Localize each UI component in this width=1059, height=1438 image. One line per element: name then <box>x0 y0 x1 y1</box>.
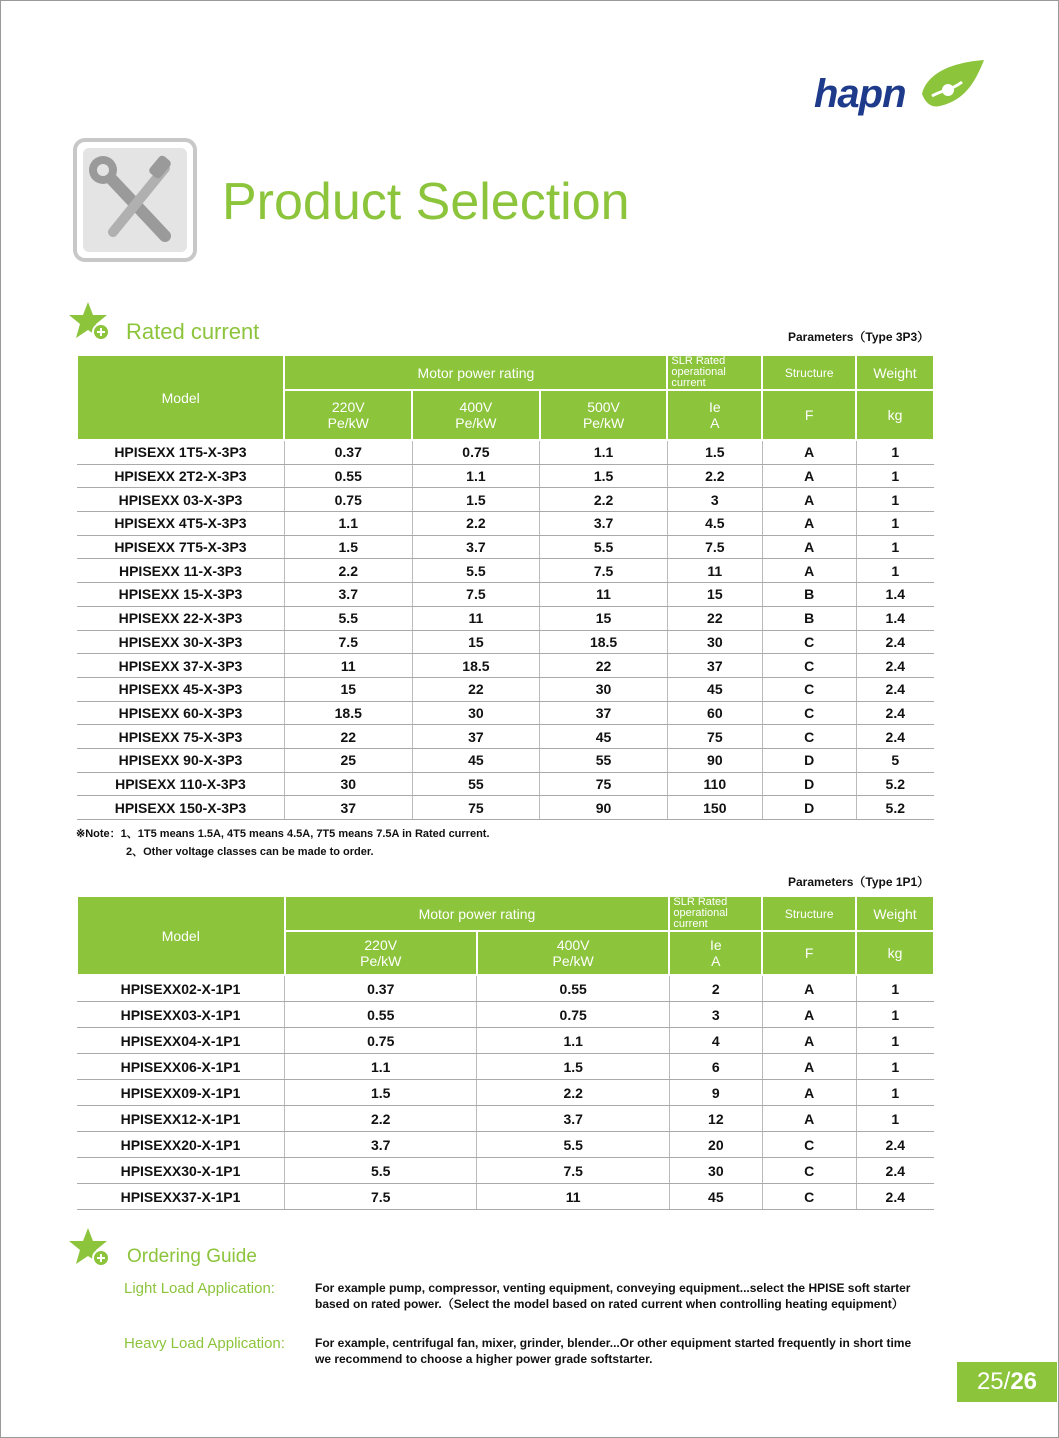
value-cell: 5.2 <box>856 772 934 796</box>
value-cell: 30 <box>540 677 668 701</box>
model-cell: HPISEXX20-X-1P1 <box>77 1132 285 1158</box>
value-cell: 2 <box>669 975 762 1002</box>
value-cell: 1 <box>856 1002 934 1028</box>
table-row <box>77 701 934 725</box>
value-cell: 25 <box>284 748 412 772</box>
page-title: Product Selection <box>222 173 630 231</box>
value-cell: D <box>762 796 856 820</box>
header-220v: 220V Pe/kW <box>285 931 477 975</box>
table-row <box>77 630 934 654</box>
model-cell: HPISEXX 1T5-X-3P3 <box>77 440 284 464</box>
table-row <box>77 1132 934 1158</box>
model-cell: HPISEXX 15-X-3P3 <box>77 583 284 607</box>
value-cell: 1 <box>856 464 934 488</box>
table-row <box>77 535 934 559</box>
value-cell: 1 <box>856 440 934 464</box>
table-row <box>77 583 934 607</box>
heavy-load-text: For example, centrifugal fan, mixer, grinder, blender...Or other equipment started frequently in short time we recommend to choose a higher power grade softstarter. <box>315 1336 912 1366</box>
value-cell: 0.55 <box>284 464 412 488</box>
value-cell: 11 <box>412 606 540 630</box>
value-cell: 2.4 <box>856 677 934 701</box>
value-cell: 7.5 <box>285 1184 477 1210</box>
value-cell: C <box>762 701 856 725</box>
header-kg: kg <box>856 931 934 975</box>
header-motor-power: Motor power rating <box>285 896 670 931</box>
value-cell: 5 <box>856 748 934 772</box>
model-cell: HPISEXX 37-X-3P3 <box>77 654 284 678</box>
value-cell: 1.4 <box>856 606 934 630</box>
model-cell: HPISEXX 4T5-X-3P3 <box>77 512 284 536</box>
value-cell: B <box>762 606 856 630</box>
header-ie: Ie A <box>669 931 762 975</box>
table-row <box>77 1184 934 1210</box>
brand-logo <box>814 60 984 118</box>
value-cell: 22 <box>667 606 762 630</box>
value-cell: 55 <box>412 772 540 796</box>
value-cell: 1 <box>856 1028 934 1054</box>
value-cell: 60 <box>667 701 762 725</box>
table-row <box>77 772 934 796</box>
model-cell: HPISEXX 03-X-3P3 <box>77 488 284 512</box>
value-cell: 4.5 <box>667 512 762 536</box>
value-cell: A <box>762 440 856 464</box>
model-cell: HPISEXX06-X-1P1 <box>77 1054 285 1080</box>
value-cell: C <box>762 1132 856 1158</box>
value-cell: 11 <box>540 583 668 607</box>
value-cell: 30 <box>284 772 412 796</box>
value-cell: 0.37 <box>284 440 412 464</box>
note-line-1: ※Note：1、1T5 means 1.5A, 4T5 means 4.5A, 7T5 means 7.5A in Rated current. <box>76 828 490 840</box>
note-line-2: 2、Other voltage classes can be made to order. <box>126 846 374 858</box>
table-row <box>77 1002 934 1028</box>
value-cell: 11 <box>284 654 412 678</box>
model-cell: HPISEXX 110-X-3P3 <box>77 772 284 796</box>
model-cell: HPISEXX 30-X-3P3 <box>77 630 284 654</box>
header-slr: SLR Rated operational current <box>669 896 762 931</box>
value-cell: 1 <box>856 975 934 1002</box>
value-cell: 15 <box>412 630 540 654</box>
table-row <box>77 677 934 701</box>
value-cell: 75 <box>540 772 668 796</box>
value-cell: 12 <box>669 1106 762 1132</box>
header-220v: 220V Pe/kW <box>284 390 412 440</box>
model-cell: HPISEXX12-X-1P1 <box>77 1106 285 1132</box>
value-cell: 90 <box>667 748 762 772</box>
value-cell: 37 <box>412 725 540 749</box>
value-cell: 1 <box>856 488 934 512</box>
value-cell: A <box>762 1054 856 1080</box>
value-cell: 2.4 <box>856 1184 934 1210</box>
value-cell: 3.7 <box>412 535 540 559</box>
table-row <box>77 1080 934 1106</box>
value-cell: 1 <box>856 512 934 536</box>
value-cell: 5.5 <box>284 606 412 630</box>
value-cell: 1.1 <box>412 464 540 488</box>
value-cell: 1.5 <box>667 440 762 464</box>
value-cell: 18.5 <box>412 654 540 678</box>
header-500v: 500V Pe/kW <box>540 390 668 440</box>
value-cell: 11 <box>667 559 762 583</box>
model-cell: HPISEXX 11-X-3P3 <box>77 559 284 583</box>
value-cell: 37 <box>540 701 668 725</box>
value-cell: C <box>762 654 856 678</box>
header-structure: Structure <box>762 355 856 390</box>
value-cell: 37 <box>667 654 762 678</box>
value-cell: A <box>762 488 856 512</box>
value-cell: 37 <box>284 796 412 820</box>
value-cell: 5.5 <box>412 559 540 583</box>
model-cell: HPISEXX 90-X-3P3 <box>77 748 284 772</box>
page-number: 25/26 <box>957 1362 1057 1402</box>
model-cell: HPISEXX 2T2-X-3P3 <box>77 464 284 488</box>
header-f: F <box>762 390 856 440</box>
value-cell: 0.75 <box>285 1028 477 1054</box>
value-cell: 1.5 <box>412 488 540 512</box>
leaf-icon <box>918 60 986 112</box>
rated-current-table <box>76 354 935 820</box>
value-cell: 2.4 <box>856 725 934 749</box>
value-cell: 0.75 <box>477 1002 669 1028</box>
value-cell: A <box>762 1080 856 1106</box>
value-cell: 15 <box>667 583 762 607</box>
header-400v: 400V Pe/kW <box>412 390 540 440</box>
value-cell: 3.7 <box>477 1106 669 1132</box>
value-cell: 2.2 <box>477 1080 669 1106</box>
table-row <box>77 1158 934 1184</box>
header-400v: 400V Pe/kW <box>477 931 669 975</box>
value-cell: 3.7 <box>540 512 668 536</box>
value-cell: 6 <box>669 1054 762 1080</box>
value-cell: 20 <box>669 1132 762 1158</box>
value-cell: 9 <box>669 1080 762 1106</box>
model-cell: HPISEXX 75-X-3P3 <box>77 725 284 749</box>
header-slr: SLR Rated operational current <box>667 355 762 390</box>
value-cell: A <box>762 1002 856 1028</box>
value-cell: 2.2 <box>412 512 540 536</box>
value-cell: C <box>762 630 856 654</box>
value-cell: 5.5 <box>285 1158 477 1184</box>
value-cell: 5.5 <box>540 535 668 559</box>
value-cell: C <box>762 725 856 749</box>
value-cell: 1.1 <box>284 512 412 536</box>
value-cell: 15 <box>284 677 412 701</box>
heavy-load-label: Heavy Load Application: <box>124 1335 285 1352</box>
value-cell: 45 <box>540 725 668 749</box>
value-cell: 1.5 <box>284 535 412 559</box>
value-cell: 0.55 <box>285 1002 477 1028</box>
value-cell: A <box>762 559 856 583</box>
value-cell: 3 <box>667 488 762 512</box>
value-cell: C <box>762 1184 856 1210</box>
value-cell: 2.4 <box>856 654 934 678</box>
value-cell: 22 <box>540 654 668 678</box>
value-cell: 55 <box>540 748 668 772</box>
table-row <box>77 748 934 772</box>
table-row <box>77 796 934 820</box>
model-cell: HPISEXX 150-X-3P3 <box>77 796 284 820</box>
value-cell: B <box>762 583 856 607</box>
model-cell: HPISEXX30-X-1P1 <box>77 1158 285 1184</box>
table-row <box>77 1028 934 1054</box>
value-cell: 3.7 <box>285 1132 477 1158</box>
value-cell: A <box>762 1106 856 1132</box>
value-cell: 2.2 <box>540 488 668 512</box>
value-cell: 75 <box>667 725 762 749</box>
value-cell: 1 <box>856 535 934 559</box>
value-cell: 4 <box>669 1028 762 1054</box>
table-row <box>77 440 934 464</box>
value-cell: 150 <box>667 796 762 820</box>
value-cell: 0.37 <box>285 975 477 1002</box>
value-cell: 2.4 <box>856 1158 934 1184</box>
table-row <box>77 464 934 488</box>
header-motor-power: Motor power rating <box>284 355 667 390</box>
value-cell: 3.7 <box>284 583 412 607</box>
value-cell: A <box>762 512 856 536</box>
value-cell: 1 <box>856 1054 934 1080</box>
header-ie: Ie A <box>667 390 762 440</box>
table-row <box>77 559 934 583</box>
value-cell: 1.1 <box>540 440 668 464</box>
value-cell: D <box>762 772 856 796</box>
value-cell: 45 <box>669 1184 762 1210</box>
value-cell: 18.5 <box>284 701 412 725</box>
model-cell: HPISEXX04-X-1P1 <box>77 1028 285 1054</box>
value-cell: 15 <box>540 606 668 630</box>
header-weight: Weight <box>856 896 934 931</box>
section-title-rated-current: Rated current <box>126 319 260 344</box>
value-cell: 0.75 <box>284 488 412 512</box>
value-cell: 30 <box>669 1158 762 1184</box>
table-row <box>77 1106 934 1132</box>
value-cell: 0.75 <box>412 440 540 464</box>
value-cell: 1.1 <box>477 1028 669 1054</box>
value-cell: 18.5 <box>540 630 668 654</box>
model-cell: HPISEXX03-X-1P1 <box>77 1002 285 1028</box>
value-cell: 2.2 <box>667 464 762 488</box>
table-row <box>77 654 934 678</box>
header-structure: Structure <box>762 896 856 931</box>
model-cell: HPISEXX 45-X-3P3 <box>77 677 284 701</box>
table-row <box>77 488 934 512</box>
value-cell: 45 <box>667 677 762 701</box>
value-cell: 7.5 <box>540 559 668 583</box>
value-cell: 2.4 <box>856 630 934 654</box>
value-cell: 1.5 <box>285 1080 477 1106</box>
value-cell: 2.4 <box>856 701 934 725</box>
header-f: F <box>762 931 856 975</box>
tools-icon <box>73 138 197 262</box>
light-load-text: For example pump, compressor, venting equipment, conveying equipment...select the HPISE soft starter based on rated power.（Select the model based on rated current when controlling heating equipment） <box>315 1281 911 1311</box>
section-title-ordering-guide: Ordering Guide <box>127 1246 257 1267</box>
header-model: Model <box>77 355 284 440</box>
value-cell: 0.55 <box>477 975 669 1002</box>
table-row <box>77 975 934 1002</box>
value-cell: 7.5 <box>667 535 762 559</box>
value-cell: 110 <box>667 772 762 796</box>
value-cell: 7.5 <box>477 1158 669 1184</box>
star-plus-icon <box>68 300 112 344</box>
table-row <box>77 725 934 749</box>
value-cell: 1 <box>856 559 934 583</box>
model-cell: HPISEXX 22-X-3P3 <box>77 606 284 630</box>
value-cell: 11 <box>477 1184 669 1210</box>
value-cell: A <box>762 535 856 559</box>
value-cell: A <box>762 464 856 488</box>
value-cell: 90 <box>540 796 668 820</box>
table-row <box>77 512 934 536</box>
value-cell: 30 <box>412 701 540 725</box>
value-cell: 7.5 <box>412 583 540 607</box>
value-cell: 30 <box>667 630 762 654</box>
value-cell: D <box>762 748 856 772</box>
value-cell: 75 <box>412 796 540 820</box>
value-cell: 2.4 <box>856 1132 934 1158</box>
value-cell: 5.2 <box>856 796 934 820</box>
value-cell: 7.5 <box>284 630 412 654</box>
model-cell: HPISEXX02-X-1P1 <box>77 975 285 1002</box>
value-cell: 2.2 <box>284 559 412 583</box>
table-row <box>77 1054 934 1080</box>
value-cell: 2.2 <box>285 1106 477 1132</box>
header-kg: kg <box>856 390 934 440</box>
value-cell: 1 <box>856 1106 934 1132</box>
value-cell: 1.1 <box>285 1054 477 1080</box>
header-model: Model <box>77 896 285 975</box>
header-weight: Weight <box>856 355 934 390</box>
brand-name: hapn <box>814 72 906 116</box>
value-cell: 5.5 <box>477 1132 669 1158</box>
model-cell: HPISEXX 60-X-3P3 <box>77 701 284 725</box>
table-row <box>77 606 934 630</box>
value-cell: C <box>762 1158 856 1184</box>
light-load-label: Light Load Application: <box>124 1280 275 1297</box>
value-cell: A <box>762 975 856 1002</box>
value-cell: 1.4 <box>856 583 934 607</box>
value-cell: C <box>762 677 856 701</box>
params-type-3p3: Parameters（Type 3P3） <box>788 330 930 344</box>
star-plus-icon <box>68 1226 112 1270</box>
value-cell: 22 <box>412 677 540 701</box>
value-cell: 1.5 <box>477 1054 669 1080</box>
value-cell: 3 <box>669 1002 762 1028</box>
value-cell: 1.5 <box>540 464 668 488</box>
value-cell: 1 <box>856 1080 934 1106</box>
params-type-1p1: Parameters（Type 1P1） <box>788 875 930 889</box>
value-cell: 45 <box>412 748 540 772</box>
type-1p1-table <box>76 895 935 1210</box>
value-cell: 22 <box>284 725 412 749</box>
value-cell: A <box>762 1028 856 1054</box>
model-cell: HPISEXX37-X-1P1 <box>77 1184 285 1210</box>
model-cell: HPISEXX 7T5-X-3P3 <box>77 535 284 559</box>
model-cell: HPISEXX09-X-1P1 <box>77 1080 285 1106</box>
